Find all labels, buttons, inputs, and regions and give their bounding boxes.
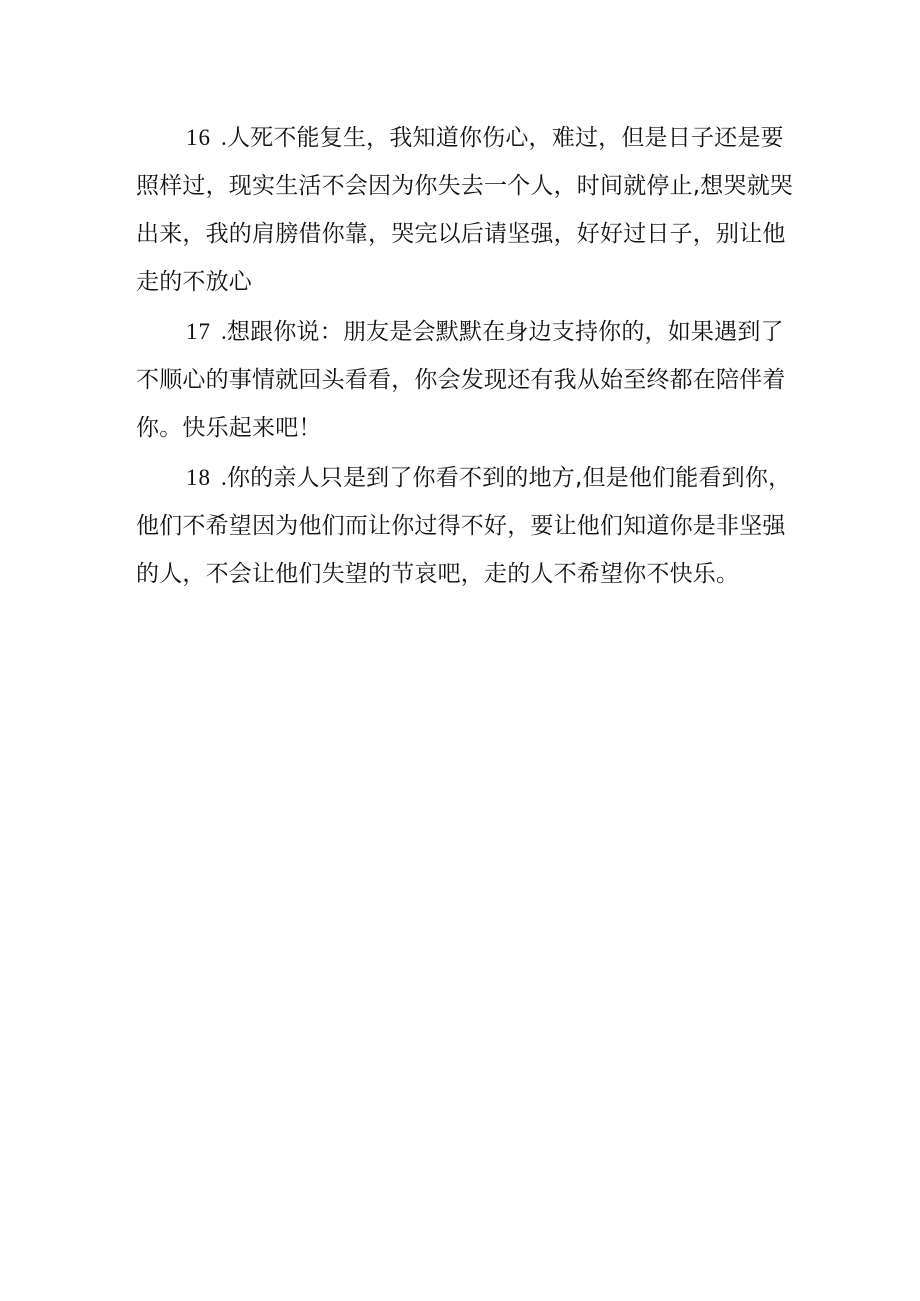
paragraph-number: 17: [186, 319, 211, 344]
document-body: [136, 114, 796, 600]
paragraph-number: 16: [186, 125, 211, 150]
number-separator: .: [221, 465, 227, 490]
paragraph-text: 想跟你说：朋友是会默默在身边支持你的，如果遇到了不顺心的事情就回头看看，你会发现还有我从始至终都在陪伴着你。快乐起来吧！: [136, 319, 786, 441]
paragraph-text: 人死不能复生，我知道你伤心，难过，但是日子还是要照样过，现实生活不会因为你失去一个人，时间就停止,想哭就哭出来，我的肩膀借你靠，哭完以后请坚强，好好过日子，别让他走的不放心: [136, 125, 794, 295]
paragraph-18: [136, 454, 796, 598]
paragraph-number: 18: [186, 465, 211, 490]
paragraph-17: [136, 308, 796, 452]
paragraph-16: [136, 114, 796, 306]
number-separator: .: [221, 319, 227, 344]
paragraph-text: 你的亲人只是到了你看不到的地方,但是他们能看到你，他们不希望因为他们而让你过得不好，要让他们知道你是非坚强的人，不会让他们失望的节哀吧，走的人不希望你不快乐。: [136, 465, 792, 587]
number-separator: .: [221, 125, 227, 150]
